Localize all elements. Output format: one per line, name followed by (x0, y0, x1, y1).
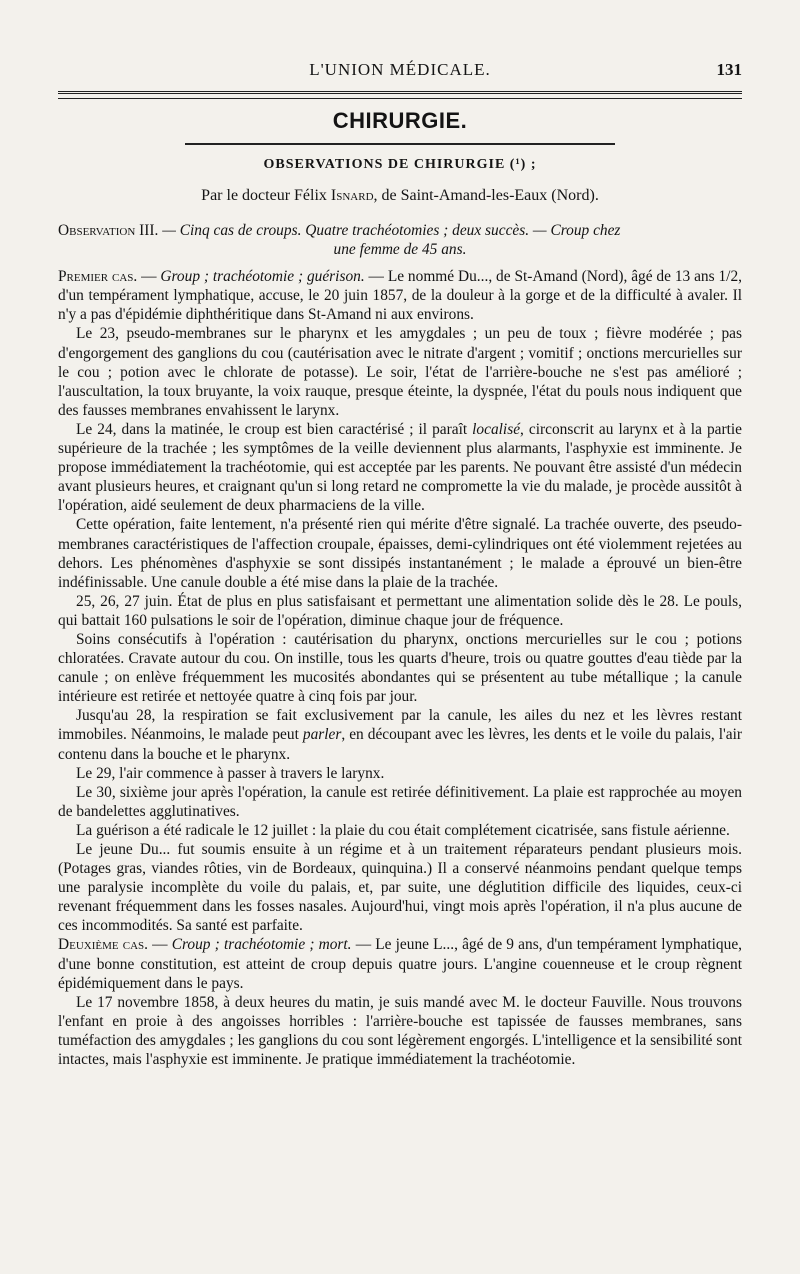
paragraph-3 (58, 420, 742, 515)
author-suffix: , de Saint-Amand-les-Eaux (Nord). (373, 187, 599, 204)
section-title: CHIRURGIE. (332, 108, 468, 133)
paragraph-3a: Le 24, dans la matinée, le croup est bien caractérisé ; il paraît (76, 420, 473, 438)
header-rule (58, 91, 742, 99)
paragraph-6: Soins consécutifs à l'opération : cautérisation du pharynx, onctions mercurielles sur le cou ; potions chloratées. Cravate autour du cou. On instille, tous les quarts d'heure, trois ou quatre gouttes d'eau tiède par la canule ; on enlève fréquemment les mucosités abondantes qui se présentent au tube métallique ; la canule intérieure est retirée et nettoyée quatre à cinq fois par jour. (58, 630, 742, 706)
paragraph-9: Le 30, sixième jour après l'opération, la canule est retirée définitivement. La plaie est rapprochée au moyen de bandelettes agglutinatives. (58, 783, 742, 820)
paragraph-7a: Jusqu'au 28, la respiration se fait exclusivement par la canule, les ailes du nez et les lèvres restant immobiles. Néanmoins, le malade peut (58, 707, 742, 744)
paragraph-7c: , en découpant avec les lèvres, les dents et le voile du palais, l'air contenu dans la bouche et le pharynx. (58, 726, 742, 763)
case-2-title: Croup ; trachéotomie ; mort. (171, 936, 352, 954)
title-rule (185, 143, 615, 145)
case-1-paragraph: Premier cas. — Group ; trachéotomie ; guérison. — Le nommé Du..., de St-Amand (Nord), âgé de 13 ans 1/2, d'un tempérament lymphatique, accuse, le 20 juin 1857, de la douleur à la gorge et de la difficulté à avaler. Il n'y a pas d'épidémie diphthéritique dans St-Amand ni aux environs. (58, 268, 742, 324)
paragraph-5: 25, 26, 27 juin. État de plus en plus satisfaisant et permettant une alimentation solide dès le 28. Le pouls, qui battait 160 pulsations le soir de l'opération, diminue chaque jour de fréquence. (58, 592, 742, 629)
observation-title-1: — Cinq cas de croups. Quatre trachéotomies ; deux succès. — Croup chez (158, 222, 621, 239)
paragraph-3-italic: localisé (472, 420, 521, 438)
paragraph-4: Cette opération, faite lentement, n'a présenté rien qui mérite d'être signalé. La trachée ouverte, des pseudo-membranes caractéristiques de l'affection croupale, épaisses, demi-cylindriques ont été violemment rejetées au dehors. Les phénomènes d'asphyxie se sont dissipés instantanément ; le malade a éprouvé un bien-être indéfinissable. Une canule double a été mise dans la plaie de la trachée. (58, 516, 742, 591)
case-2-label: Deuxième cas. (58, 936, 149, 954)
case-1-title: Group ; trachéotomie ; guérison. (160, 268, 365, 286)
page-number: 131 (716, 60, 742, 79)
paragraph-10: La guérison a été radicale le 12 juillet : la plaie du cou était complétement cicatrisée, sans fistule aérienne. (76, 821, 730, 839)
article-body (58, 221, 742, 1069)
author-name: Isnard (330, 187, 374, 204)
observation-title-2: une femme de 45 ans. (333, 241, 467, 259)
paragraph-8: Le 29, l'air commence à passer à travers le larynx. (76, 764, 385, 782)
running-title: L'UNION MÉDICALE. (309, 60, 491, 79)
author-prefix: Par le docteur Félix (201, 187, 331, 204)
observations-heading: OBSERVATIONS DE CHIRURGIE (¹) ; (263, 157, 537, 172)
paragraph-7-italic: parler (302, 726, 342, 744)
paragraph-11: Le jeune Du... fut soumis ensuite à un régime et à un traitement réparateurs pendant plusieurs mois. (Potages gras, viandes rôties, vin de Bordeaux, quinquina.) Il a conservé néanmoins pendant quelque temps une paralysie incomplète du voile du palais, et, par suite, une déglutition difficile des liquides, ceux-ci revenant fréquemment dans les fosses nasales. Aujourd'hui, vingt mois après l'opération, il n'a plus aucune de ces incommodités. Sa santé est parfaite. (58, 841, 742, 935)
paragraph-7 (58, 706, 742, 763)
paragraph-2: Le 23, pseudo-membranes sur le pharynx et les amygdales ; un peu de toux ; fièvre modérée ; pas d'engorgement des ganglions du cou (cautérisation avec le nitrate d'argent ; vomitif ; onctions mercurielles sur le cou ; potion avec le chlorate de potasse). Le soir, l'état de l'arrière-bouche ne s'est pas amélioré ; l'auscultation, la toux bruyante, la voix rauque, presque éteinte, la dyspnée, l'état du pouls nous indiquent que des fausses membranes envahissent le larynx. (58, 325, 742, 419)
author-line (0, 187, 800, 205)
paragraph-3c: , circonscrit au larynx et à la partie supérieure de la trachée ; les symptômes de la veille deviennent plus alarmants, l'asphyxie est imminente. Je propose immédiatement la trachéotomie, qui est acceptée par les parents. Ne pouvant être assisté d'un médecin avant plusieurs heures, et craignant qu'un si long retard ne compromette la vie du malade, je procède aussitôt à l'opération, aidé seulement de deux pharmaciens de la ville. (58, 420, 742, 515)
case-1-label: Premier cas. (58, 268, 138, 286)
running-head (58, 60, 742, 82)
paragraph-12: Le jeune L..., âgé de 9 ans, d'un tempérament lymphatique, d'une bonne constitution, est atteint de croup depuis quatre jours. L'angine couenneuse et le croup règnent épidémiquement dans le pays. (58, 936, 742, 992)
paragraph-1: Le nommé Du..., de St-Amand (Nord), âgé de 13 ans 1/2, d'un tempérament lymphatique, accuse, le 20 juin 1857, de la douleur à la gorge et de la difficulté à avaler. Il n'y a pas d'épidémie diphthéritique dans St-Amand ni aux environs. (58, 268, 742, 324)
observation-label: Observation III. (58, 222, 159, 239)
case-2-paragraph: Deuxième cas. — Croup ; trachéotomie ; mort. — Le jeune L..., âgé de 9 ans, d'un tempérament lymphatique, d'une bonne constitution, est atteint de croup depuis quatre jours. L'angine couenneuse et le croup règnent épidémiquement dans le pays. (58, 936, 742, 992)
paragraph-13: Le 17 novembre 1858, à deux heures du matin, je suis mandé avec M. le docteur Fauville. Nous trouvons l'enfant en proie à des angoisses horribles : l'arrière-bouche est tapissée de fausses membranes, sans tuméfaction des amygdales ; les ganglions du cou sont légèrement engorgés. L'intelligence et la sensibilité sont intactes, mais l'asphyxie est imminente. Je pratique immédiatement la trachéotomie. (58, 993, 742, 1069)
observation-heading (58, 221, 742, 259)
